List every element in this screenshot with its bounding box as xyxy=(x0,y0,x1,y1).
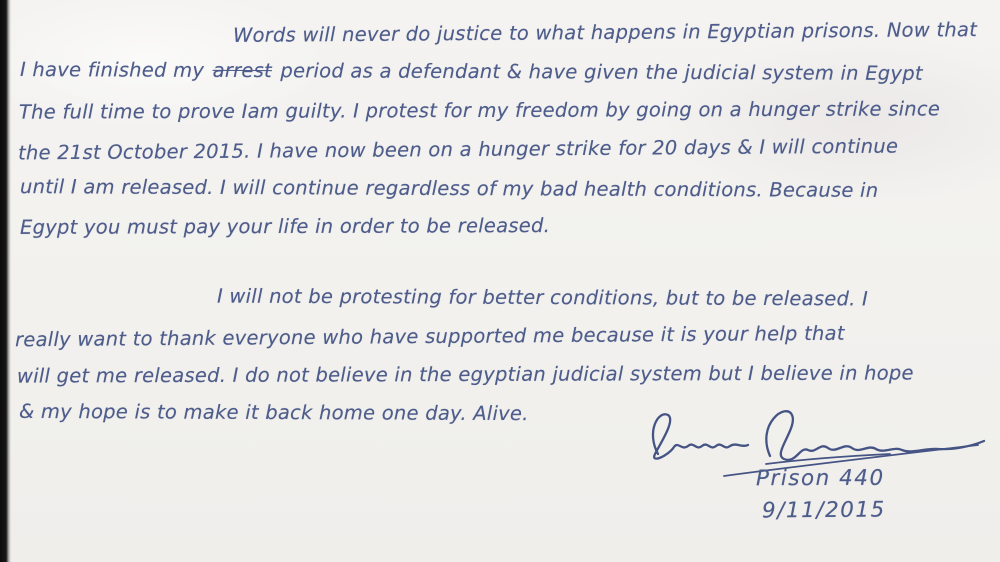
handwritten-line: until I am released. I will continue regardless of my bad health conditions. Because in xyxy=(19,175,879,202)
line-segment: period as a defendant & have given the judicial system in Egypt xyxy=(273,59,923,85)
handwritten-line xyxy=(20,58,923,85)
signature-date-line: 9/11/2015 xyxy=(761,497,886,524)
handwritten-line: the 21st October 2015. I have now been on a hunger strike for 20 days & I will continue xyxy=(17,134,899,165)
scan-edge xyxy=(0,0,11,562)
handwritten-line: I will not be protesting for better conditions, but to be released. I xyxy=(216,284,869,311)
handwritten-line: & my hope is to make it back home one day. Alive. xyxy=(18,399,529,426)
handwritten-line: really want to thank everyone who have supported me because it is your help that xyxy=(14,321,845,352)
handwritten-line: will get me released. I do not believe in the egyptian judicial system but I believe in hope xyxy=(16,361,914,388)
handwritten-line: Words will never do justice to what happens in Egyptian prisons. Now that xyxy=(232,18,978,47)
signature-prison-line: Prison 440 xyxy=(755,465,885,492)
handwritten-line: Egypt you must pay your life in order to be released. xyxy=(19,214,551,239)
struck-word: arrest xyxy=(212,58,272,83)
line-segment: I have finished my xyxy=(19,58,211,82)
handwritten-line: The full time to prove Iam guilty. I protest for my freedom by going on a hunger strike since xyxy=(18,97,941,124)
